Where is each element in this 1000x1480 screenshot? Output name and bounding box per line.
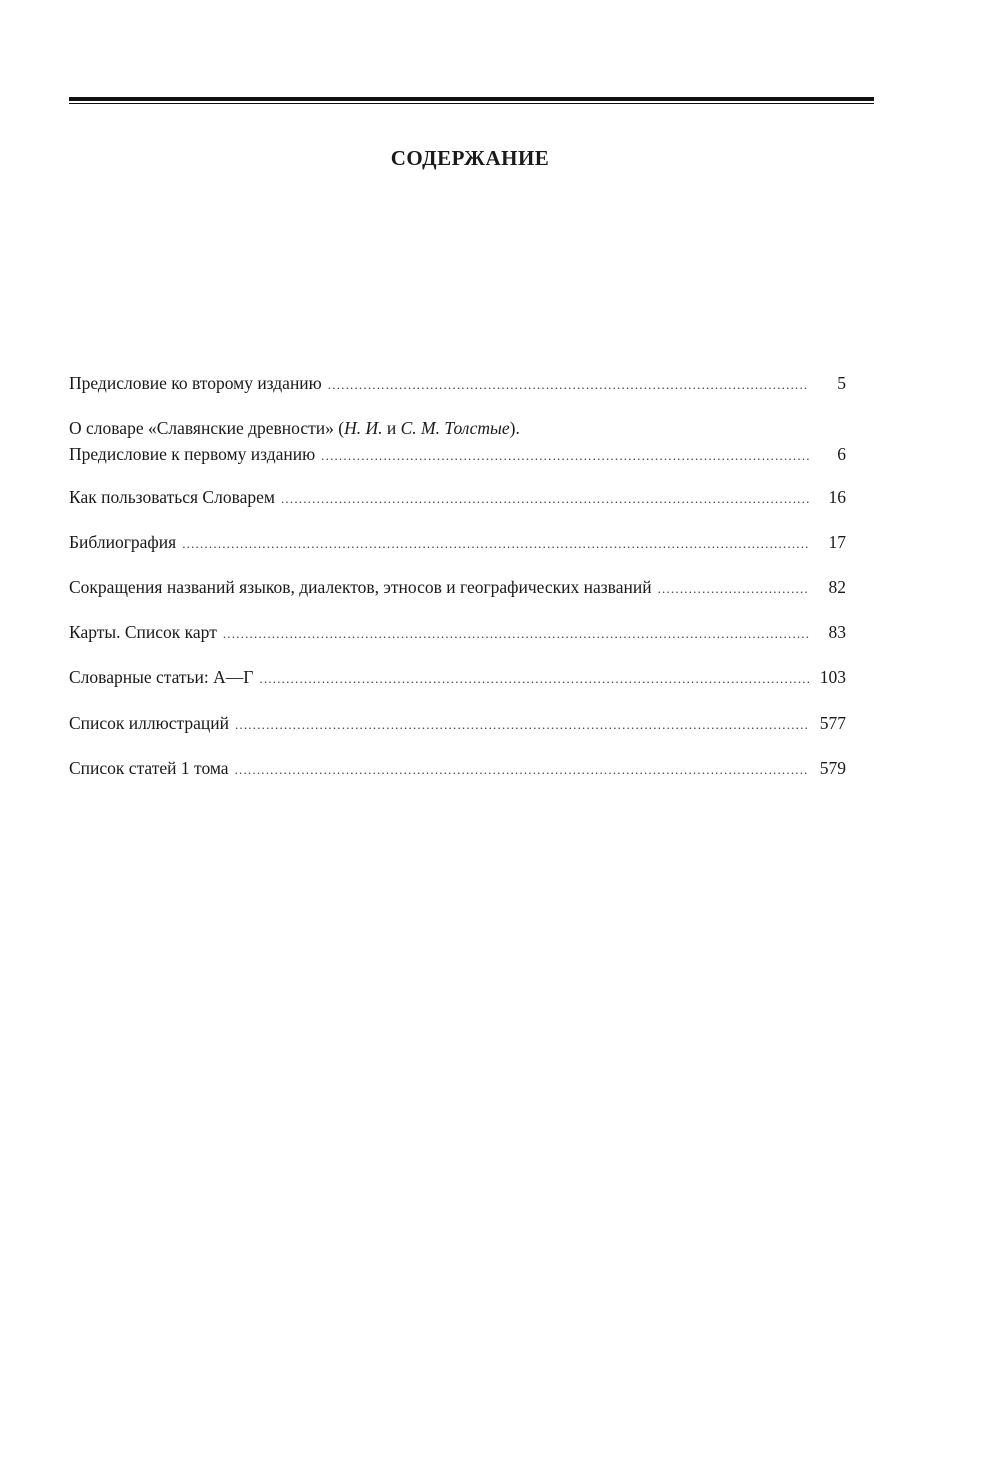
toc-entry-page: 82	[828, 577, 846, 597]
toc-entry-maps	[69, 619, 846, 647]
toc-entry-illustrations	[69, 710, 846, 738]
toc-entry-page: 17	[828, 532, 846, 552]
toc-entry-heading-text: О словаре «Славянские древности» (	[69, 418, 345, 438]
top-rule-thick	[69, 97, 874, 101]
dot-leader	[223, 621, 809, 647]
toc-entry-title: Предисловие ко второму изданию	[69, 373, 322, 393]
toc-entry-article-list	[69, 755, 846, 783]
toc-entry-how-to-use	[69, 484, 846, 512]
toc-entry-title: Как пользоваться Словарем	[69, 487, 275, 507]
dot-leader	[321, 443, 809, 469]
toc-entry-preface-second-edition	[69, 370, 846, 398]
dot-leader	[182, 531, 809, 557]
toc-entry-bibliography	[69, 529, 846, 557]
dot-leader	[328, 372, 809, 398]
toc-entry-title: Список иллюстраций	[69, 713, 229, 733]
dot-leader	[281, 486, 809, 512]
dot-leader	[235, 757, 809, 783]
toc-entry-page: 577	[819, 713, 846, 733]
toc-entry-page: 16	[828, 487, 846, 507]
toc-entry-conjunction: и	[382, 418, 401, 438]
toc-entry-title: Предисловие к первому изданию	[69, 444, 316, 464]
top-rule-thin	[69, 103, 874, 104]
dot-leader	[235, 712, 809, 738]
toc-entry-page: 5	[837, 373, 846, 393]
toc-entry-title: Словарные статьи: А—Г	[69, 667, 254, 687]
dot-leader	[658, 576, 809, 602]
toc-entry-heading-end: ).	[509, 418, 520, 438]
toc-entry-dictionary-articles	[69, 664, 846, 692]
toc-entry-title: Карты. Список карт	[69, 622, 217, 642]
toc-entry-heading-line	[69, 415, 846, 441]
toc-entry-page: 579	[819, 758, 846, 778]
toc-entry-author: Н. И.	[344, 418, 383, 438]
toc-entry-title: Список статей 1 тома	[69, 758, 229, 778]
toc-entry-abbreviations	[69, 574, 846, 602]
toc-entry-page: 6	[837, 444, 846, 464]
toc-entry-preface-first-edition	[69, 415, 846, 469]
dot-leader	[259, 666, 809, 692]
toc-entry-title: Библиография	[69, 532, 177, 552]
toc-entry-author: С. М. Толстые	[400, 418, 510, 438]
page-heading: СОДЕРЖАНИЕ	[390, 146, 550, 170]
toc-entry-title: Сокращения названий языков, диалектов, этносов и географических названий	[69, 577, 652, 597]
toc-entry-page: 103	[819, 667, 846, 687]
toc-entry-page: 83	[828, 622, 846, 642]
